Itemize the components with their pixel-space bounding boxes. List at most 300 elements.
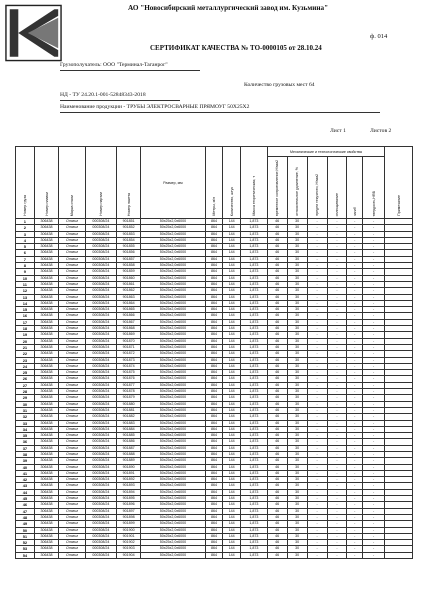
cell-yield: - — [307, 225, 327, 231]
ntd-underline — [60, 100, 180, 101]
cell-steel-grade: Отжиг — [59, 477, 86, 483]
cell-meters: 864 — [205, 477, 223, 483]
cell-size: 50x25x2,0x6000 — [141, 244, 205, 250]
cell-batch-number: 000308/24 — [85, 470, 116, 476]
cell-meters: 864 — [205, 426, 223, 432]
cell-package-number: 901860 — [116, 275, 140, 281]
cell-steel-grade: Отжиг — [59, 344, 86, 350]
col-prop-5: загиб — [347, 157, 363, 219]
cell-meters: 864 — [205, 307, 223, 313]
cell-batch-number: 000308/24 — [85, 231, 116, 237]
cell-bend: - — [347, 225, 363, 231]
cell-flattening: - — [327, 231, 347, 237]
cell-cargo-number: 306438 — [34, 237, 58, 243]
cell-elongation: 30 — [287, 275, 307, 281]
cell-quantity: 144 — [223, 420, 241, 426]
cell-batch-number: 000308/24 — [85, 477, 116, 483]
cell-batch-number: 000308/24 — [85, 382, 116, 388]
cell-cargo-number: 306438 — [34, 552, 58, 558]
cell-tensile: 46 — [267, 533, 287, 539]
cell-yield: - — [307, 540, 327, 546]
cell-yield: - — [307, 376, 327, 382]
cell-hardness: - — [363, 401, 385, 407]
cell-package-number: 901881 — [116, 407, 140, 413]
cell-bend: - — [347, 250, 363, 256]
cell-tensile: 46 — [267, 363, 287, 369]
cell-quantity: 144 — [223, 489, 241, 495]
cell-elongation: 30 — [287, 389, 307, 395]
cell-tensile: 46 — [267, 281, 287, 287]
cell-quantity: 144 — [223, 281, 241, 287]
cell-row-number: 4 — [16, 237, 35, 243]
cell-flattening: - — [327, 433, 347, 439]
cell-yield: - — [307, 464, 327, 470]
cell-mass: 1,873 — [241, 451, 268, 457]
cell-hardness: - — [363, 502, 385, 508]
cell-batch-number: 000308/24 — [85, 237, 116, 243]
cell-row-number: 15 — [16, 307, 35, 313]
cell-size: 50x25x2,0x6000 — [141, 451, 205, 457]
cell-elongation: 30 — [287, 363, 307, 369]
cell-bend: - — [347, 496, 363, 502]
cell-flattening: - — [327, 451, 347, 457]
cell-mass: 1,873 — [241, 376, 268, 382]
places-count: Количество грузовых мест 64 — [244, 82, 315, 88]
cell-mass: 1,873 — [241, 307, 268, 313]
cell-hardness: - — [363, 269, 385, 275]
cell-row-number: 47 — [16, 508, 35, 514]
cell-cargo-number: 306438 — [34, 514, 58, 520]
cell-elongation: 30 — [287, 288, 307, 294]
cell-batch-number: 000308/24 — [85, 552, 116, 558]
cell-bend: - — [347, 458, 363, 464]
cell-row-number: 29 — [16, 395, 35, 401]
cell-package-number: 901862 — [116, 288, 140, 294]
cell-package-number: 901851 — [116, 219, 140, 225]
cell-hardness: - — [363, 489, 385, 495]
cell-bend: - — [347, 376, 363, 382]
cell-meters: 864 — [205, 357, 223, 363]
cell-meters: 864 — [205, 414, 223, 420]
cell-package-number: 901900 — [116, 527, 140, 533]
cell-flattening: - — [327, 332, 347, 338]
cell-flattening: - — [327, 281, 347, 287]
cell-row-number: 13 — [16, 294, 35, 300]
cell-yield: - — [307, 407, 327, 413]
cell-mass: 1,873 — [241, 332, 268, 338]
cell-bend: - — [347, 294, 363, 300]
cell-mass: 1,873 — [241, 294, 268, 300]
cell-flattening: - — [327, 496, 347, 502]
cell-flattening: - — [327, 263, 347, 269]
cell-batch-number: 000308/24 — [85, 370, 116, 376]
cell-yield: - — [307, 458, 327, 464]
cell-batch-number: 000308/24 — [85, 344, 116, 350]
cell-flattening: - — [327, 502, 347, 508]
cell-elongation: 30 — [287, 244, 307, 250]
cell-package-number: 901901 — [116, 533, 140, 539]
cell-mass: 1,873 — [241, 521, 268, 527]
cell-mass: 1,873 — [241, 401, 268, 407]
cell-quantity: 144 — [223, 256, 241, 262]
cell-quantity: 144 — [223, 219, 241, 225]
cell-size: 50x25x2,0x6000 — [141, 225, 205, 231]
cell-meters: 864 — [205, 496, 223, 502]
cell-quantity: 144 — [223, 319, 241, 325]
cell-mass: 1,873 — [241, 300, 268, 306]
cell-yield: - — [307, 263, 327, 269]
cell-cargo-number: 306438 — [34, 477, 58, 483]
cell-quantity: 144 — [223, 426, 241, 432]
cell-elongation: 30 — [287, 351, 307, 357]
cell-yield: - — [307, 332, 327, 338]
cell-bend: - — [347, 477, 363, 483]
cell-elongation: 30 — [287, 464, 307, 470]
cell-flattening: - — [327, 307, 347, 313]
cell-mass: 1,873 — [241, 256, 268, 262]
cell-quantity: 144 — [223, 300, 241, 306]
cell-bend: - — [347, 269, 363, 275]
cell-package-number: 901880 — [116, 401, 140, 407]
cell-size: 50x25x2,0x6000 — [141, 514, 205, 520]
cell-batch-number: 000308/24 — [85, 458, 116, 464]
cell-steel-grade: Отжиг — [59, 489, 86, 495]
cell-size: 50x25x2,0x6000 — [141, 540, 205, 546]
cell-batch-number: 000308/24 — [85, 351, 116, 357]
cell-elongation: 30 — [287, 445, 307, 451]
cell-row-number: 9 — [16, 269, 35, 275]
cell-meters: 864 — [205, 351, 223, 357]
cell-yield: - — [307, 237, 327, 243]
cell-meters: 864 — [205, 395, 223, 401]
cell-package-number: 901870 — [116, 338, 140, 344]
cell-bend: - — [347, 514, 363, 520]
cell-batch-number: 000308/24 — [85, 540, 116, 546]
cell-cargo-number: 306438 — [34, 546, 58, 552]
cell-tensile: 46 — [267, 451, 287, 457]
cell-mass: 1,873 — [241, 420, 268, 426]
cell-flattening: - — [327, 445, 347, 451]
cell-yield: - — [307, 256, 327, 262]
cell-mass: 1,873 — [241, 269, 268, 275]
cell-size: 50x25x2,0x6000 — [141, 307, 205, 313]
cell-flattening: - — [327, 326, 347, 332]
cell-steel-grade: Отжиг — [59, 439, 86, 445]
cell-hardness: - — [363, 496, 385, 502]
cell-cargo-number: 306438 — [34, 231, 58, 237]
cell-yield: - — [307, 294, 327, 300]
cell-flattening: - — [327, 401, 347, 407]
cell-meters: 864 — [205, 275, 223, 281]
cell-quantity: 144 — [223, 496, 241, 502]
cell-flattening: - — [327, 357, 347, 363]
cell-cargo-number: 306438 — [34, 496, 58, 502]
cell-size: 50x25x2,0x6000 — [141, 489, 205, 495]
cell-cargo-number: 306438 — [34, 275, 58, 281]
cell-tensile: 46 — [267, 326, 287, 332]
cell-size: 50x25x2,0x6000 — [141, 470, 205, 476]
cell-elongation: 30 — [287, 231, 307, 237]
cell-yield: - — [307, 244, 327, 250]
cell-size: 50x25x2,0x6000 — [141, 313, 205, 319]
cell-elongation: 30 — [287, 407, 307, 413]
cell-meters: 864 — [205, 344, 223, 350]
cell-hardness: - — [363, 451, 385, 457]
cell-yield: - — [307, 420, 327, 426]
cell-yield: - — [307, 300, 327, 306]
cell-tensile: 46 — [267, 470, 287, 476]
cell-bend: - — [347, 338, 363, 344]
cell-mass: 1,873 — [241, 231, 268, 237]
cell-mass: 1,873 — [241, 546, 268, 552]
cell-batch-number: 000308/24 — [85, 508, 116, 514]
cell-batch-number: 000308/24 — [85, 294, 116, 300]
col-num-partii: Номер партии — [85, 147, 116, 219]
cell-bend: - — [347, 332, 363, 338]
cell-mass: 1,873 — [241, 445, 268, 451]
cell-size: 50x25x2,0x6000 — [141, 439, 205, 445]
cell-tensile: 46 — [267, 483, 287, 489]
cell-steel-grade: Отжиг — [59, 464, 86, 470]
cell-steel-grade: Отжиг — [59, 433, 86, 439]
cell-quantity: 144 — [223, 527, 241, 533]
cell-bend: - — [347, 521, 363, 527]
cell-meters: 864 — [205, 237, 223, 243]
cell-row-number: 2 — [16, 225, 35, 231]
cell-row-number: 25 — [16, 370, 35, 376]
cell-package-number: 901890 — [116, 464, 140, 470]
cell-hardness: - — [363, 370, 385, 376]
cell-tensile: 46 — [267, 250, 287, 256]
cell-steel-grade: Отжиг — [59, 445, 86, 451]
cell-size: 50x25x2,0x6000 — [141, 269, 205, 275]
col-props-group: Механические и технологические свойства — [267, 147, 385, 157]
cell-row-number: 22 — [16, 351, 35, 357]
cell-tensile: 46 — [267, 439, 287, 445]
cell-row-number: 20 — [16, 338, 35, 344]
cell-meters: 864 — [205, 225, 223, 231]
cell-steel-grade: Отжиг — [59, 483, 86, 489]
cell-bend: - — [347, 389, 363, 395]
cell-steel-grade: Отжиг — [59, 540, 86, 546]
cell-bend: - — [347, 275, 363, 281]
cell-package-number: 901886 — [116, 439, 140, 445]
cell-tensile: 46 — [267, 263, 287, 269]
cell-flattening: - — [327, 426, 347, 432]
cell-flattening: - — [327, 464, 347, 470]
cell-cargo-number: 306438 — [34, 395, 58, 401]
cell-elongation: 30 — [287, 250, 307, 256]
cell-yield: - — [307, 433, 327, 439]
cell-bend: - — [347, 256, 363, 262]
cell-steel-grade: Отжиг — [59, 275, 86, 281]
cell-mass: 1,873 — [241, 338, 268, 344]
cell-hardness: - — [363, 540, 385, 546]
cell-size: 50x25x2,0x6000 — [141, 288, 205, 294]
cell-batch-number: 000308/24 — [85, 275, 116, 281]
cell-mass: 1,873 — [241, 477, 268, 483]
cell-meters: 864 — [205, 445, 223, 451]
cell-flattening: - — [327, 370, 347, 376]
cell-meters: 864 — [205, 338, 223, 344]
cell-cargo-number: 306438 — [34, 451, 58, 457]
cell-batch-number: 000308/24 — [85, 307, 116, 313]
cell-mass: 1,873 — [241, 281, 268, 287]
cell-yield: - — [307, 250, 327, 256]
cell-elongation: 30 — [287, 508, 307, 514]
cell-batch-number: 000308/24 — [85, 395, 116, 401]
cell-flattening: - — [327, 237, 347, 243]
cell-quantity: 144 — [223, 326, 241, 332]
cell-steel-grade: Отжиг — [59, 458, 86, 464]
cell-cargo-number: 306438 — [34, 351, 58, 357]
cell-quantity: 144 — [223, 250, 241, 256]
cell-yield: - — [307, 231, 327, 237]
cell-package-number: 901885 — [116, 433, 140, 439]
cell-hardness: - — [363, 508, 385, 514]
cell-mass: 1,873 — [241, 370, 268, 376]
cell-bend: - — [347, 351, 363, 357]
consignee-underline — [60, 70, 200, 71]
cell-package-number: 901864 — [116, 300, 140, 306]
cell-row-number: 34 — [16, 426, 35, 432]
cell-flattening: - — [327, 300, 347, 306]
cell-batch-number: 000308/24 — [85, 363, 116, 369]
col-prop-4: сплющивание — [327, 157, 347, 219]
cell-steel-grade: Отжиг — [59, 401, 86, 407]
cell-yield: - — [307, 527, 327, 533]
cell-cargo-number: 306438 — [34, 389, 58, 395]
cell-yield: - — [307, 313, 327, 319]
cell-elongation: 30 — [287, 300, 307, 306]
cell-size: 50x25x2,0x6000 — [141, 294, 205, 300]
cell-elongation: 30 — [287, 326, 307, 332]
cell-cargo-number: 306438 — [34, 414, 58, 420]
cell-bend: - — [347, 433, 363, 439]
cell-row-number: 5 — [16, 244, 35, 250]
cell-size: 50x25x2,0x6000 — [141, 219, 205, 225]
cell-size: 50x25x2,0x6000 — [141, 496, 205, 502]
cell-batch-number: 000308/24 — [85, 300, 116, 306]
col-num-gruz: Номер груза — [16, 147, 35, 219]
cell-quantity: 144 — [223, 307, 241, 313]
cell-mass: 1,873 — [241, 288, 268, 294]
cell-package-number: 901889 — [116, 458, 140, 464]
cell-tensile: 46 — [267, 477, 287, 483]
cell-size: 50x25x2,0x6000 — [141, 414, 205, 420]
cell-row-number: 21 — [16, 344, 35, 350]
cell-flattening: - — [327, 489, 347, 495]
cell-meters: 864 — [205, 514, 223, 520]
cell-cargo-number: 306438 — [34, 294, 58, 300]
cell-row-number: 18 — [16, 326, 35, 332]
cell-meters: 864 — [205, 376, 223, 382]
cell-cargo-number: 306438 — [34, 263, 58, 269]
cell-batch-number: 000308/24 — [85, 433, 116, 439]
cell-cargo-number: 306438 — [34, 508, 58, 514]
form-number: ф. 014 — [370, 33, 388, 40]
cell-row-number: 3 — [16, 231, 35, 237]
cell-hardness: - — [363, 407, 385, 413]
cell-bend: - — [347, 527, 363, 533]
cell-meters: 864 — [205, 382, 223, 388]
cell-batch-number: 000308/24 — [85, 313, 116, 319]
cell-steel-grade: Отжиг — [59, 294, 86, 300]
cell-hardness: - — [363, 445, 385, 451]
cell-steel-grade: Отжиг — [59, 389, 86, 395]
cell-package-number: 901884 — [116, 426, 140, 432]
cell-steel-grade: Отжиг — [59, 244, 86, 250]
cell-size: 50x25x2,0x6000 — [141, 376, 205, 382]
cell-cargo-number: 306438 — [34, 433, 58, 439]
cell-quantity: 144 — [223, 370, 241, 376]
cell-tensile: 46 — [267, 426, 287, 432]
cell-flattening: - — [327, 521, 347, 527]
cell-size: 50x25x2,0x6000 — [141, 370, 205, 376]
cell-tensile: 46 — [267, 521, 287, 527]
cell-cargo-number: 306438 — [34, 420, 58, 426]
cell-elongation: 30 — [287, 439, 307, 445]
cell-mass: 1,873 — [241, 426, 268, 432]
cell-hardness: - — [363, 313, 385, 319]
cell-row-number: 8 — [16, 263, 35, 269]
cell-package-number: 901854 — [116, 237, 140, 243]
cell-tensile: 46 — [267, 420, 287, 426]
ntd: НД - ТУ 24.20.1-001-52848343-2018 — [60, 92, 146, 98]
cell-row-number: 19 — [16, 332, 35, 338]
cell-cargo-number: 306438 — [34, 281, 58, 287]
cell-row-number: 53 — [16, 546, 35, 552]
cell-hardness: - — [363, 237, 385, 243]
cell-bend: - — [347, 231, 363, 237]
cell-tensile: 46 — [267, 407, 287, 413]
cell-package-number: 901866 — [116, 313, 140, 319]
cell-flattening: - — [327, 351, 347, 357]
cell-cargo-number: 306438 — [34, 464, 58, 470]
cell-tensile: 46 — [267, 414, 287, 420]
cell-row-number: 35 — [16, 433, 35, 439]
cell-mass: 1,873 — [241, 363, 268, 369]
cell-elongation: 30 — [287, 533, 307, 539]
cell-meters: 864 — [205, 458, 223, 464]
cell-hardness: - — [363, 225, 385, 231]
cell-bend: - — [347, 464, 363, 470]
cell-cargo-number: 306438 — [34, 313, 58, 319]
cell-flattening: - — [327, 382, 347, 388]
cell-cargo-number: 306438 — [34, 363, 58, 369]
cell-elongation: 30 — [287, 225, 307, 231]
cell-elongation: 30 — [287, 219, 307, 225]
cell-cargo-number: 306438 — [34, 401, 58, 407]
cell-tensile: 46 — [267, 313, 287, 319]
cell-flattening: - — [327, 376, 347, 382]
cell-yield: - — [307, 451, 327, 457]
cell-flattening: - — [327, 244, 347, 250]
cell-bend: - — [347, 533, 363, 539]
cell-bend: - — [347, 263, 363, 269]
cell-hardness: - — [363, 244, 385, 250]
cell-package-number: 901858 — [116, 263, 140, 269]
cell-package-number: 901893 — [116, 483, 140, 489]
cell-hardness: - — [363, 464, 385, 470]
cell-cargo-number: 306438 — [34, 376, 58, 382]
cell-bend: - — [347, 300, 363, 306]
cell-flattening: - — [327, 414, 347, 420]
cell-meters: 864 — [205, 407, 223, 413]
cell-row-number: 49 — [16, 521, 35, 527]
cell-batch-number: 000308/24 — [85, 546, 116, 552]
cell-batch-number: 000308/24 — [85, 219, 116, 225]
